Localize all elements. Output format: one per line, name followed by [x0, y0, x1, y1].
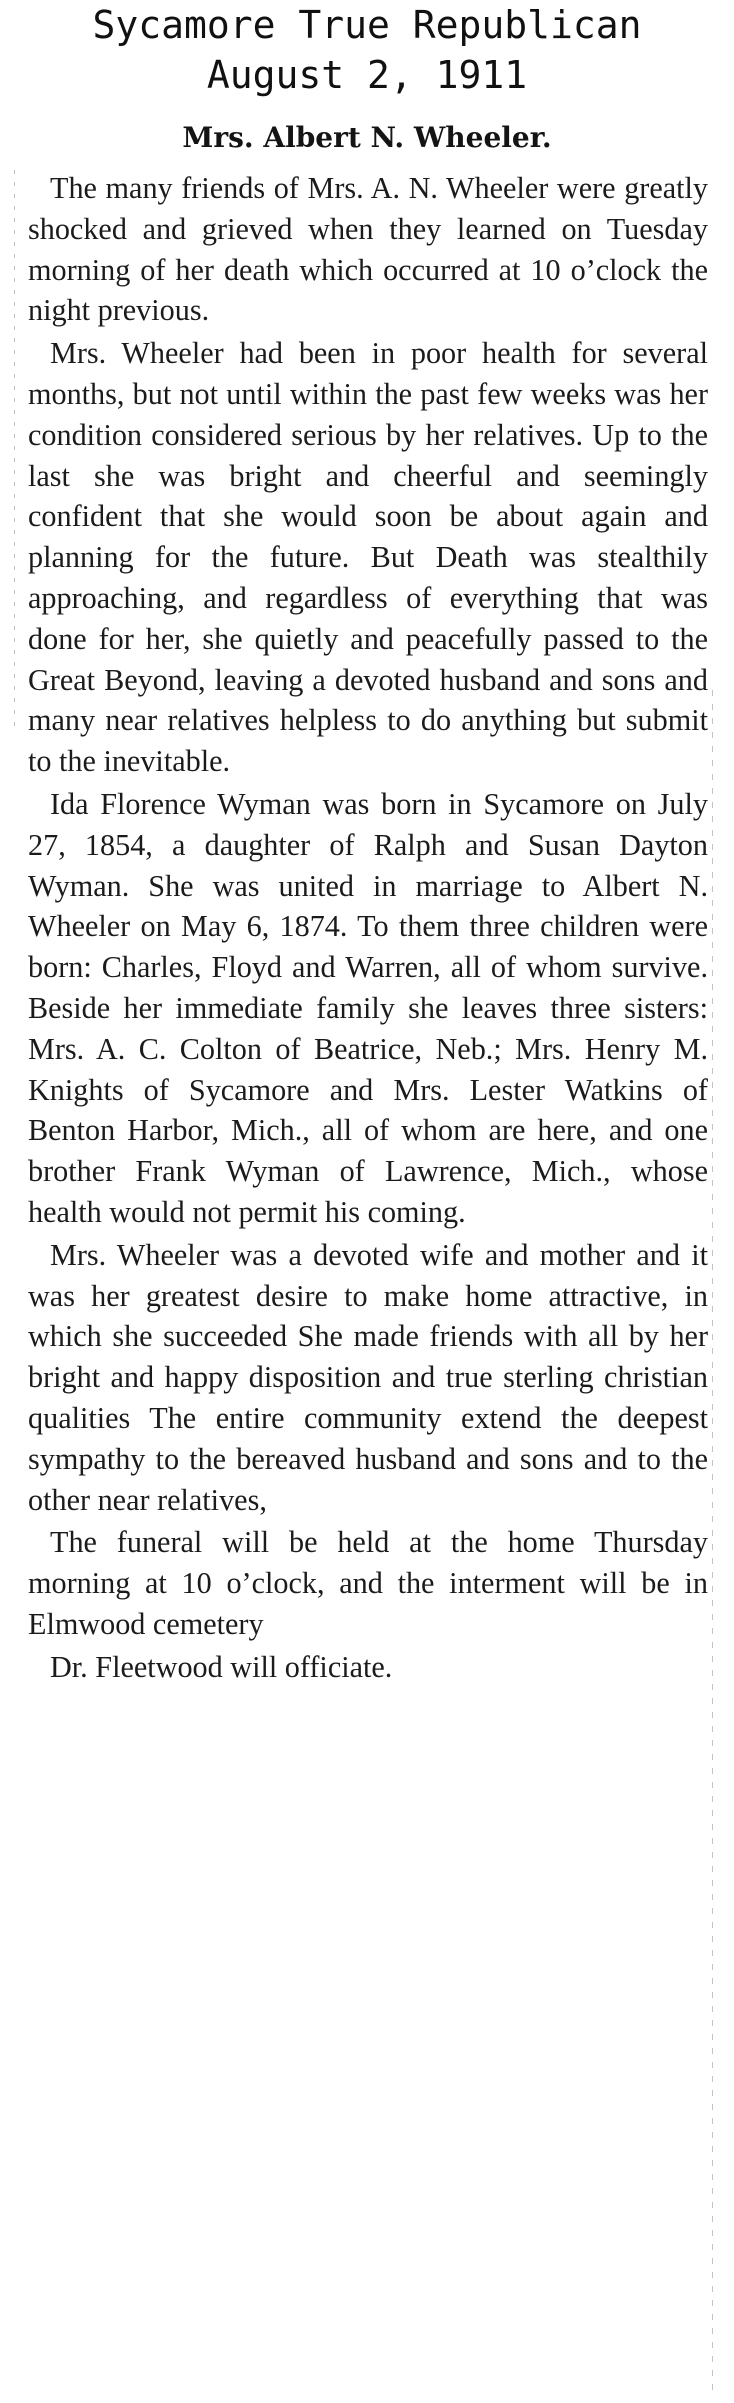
paragraph-3: Ida Florence Wyman was born in Sycamore on July 27, 1854, a daughter of Ralph and Susan Dayton Wyman. She was united in marriage to Albert N. Wheeler on May 6, 1874. To them three children were born: Charles, Floyd and Warren, all of whom survive. Beside her immediate family she leaves three sisters: Mrs. A. C. Colton of Beatrice, Neb.; Mrs. Henry M. Knights of Sycamore and Mrs. Lester Watkins of Benton Harbor, Mich., all of whom are here, and one brother Frank Wyman of Lawrence, Mich., whose health would not permit his coming.	[28, 786, 708, 1229]
paragraph-5: The funeral will be held at the home Thursday morning at 10 o’clock, and the interment will be in Elmwood cemetery	[28, 1525, 708, 1641]
masthead	[0, 0, 734, 100]
article-title: Mrs. Albert N. Wheeler.	[182, 121, 552, 154]
paragraph-4: Mrs. Wheeler was a devoted wife and mother and it was her greatest desire to make home attractive, in which she succeeded She made friends with all by her bright and happy disposition and true sterling christian qualities The entire community extend the deepest sympathy to the bereaved husband and sons and to the other near relatives,	[28, 1237, 708, 1517]
paragraph-1: The many friends of Mrs. A. N. Wheeler were greatly shocked and grieved when they learned on Tuesday morning of her death which occurred at 10 o’clock the night previous.	[28, 171, 708, 328]
article-body	[28, 168, 708, 1687]
publication-name: Sycamore True Republican	[92, 3, 642, 47]
paragraph-2: Mrs. Wheeler had been in poor health for several months, but not until within the past few weeks was her condition considered serious by her relatives. Up to the last she was bright and cheerful and seemingly confident that she would soon be about again and planning for the future. But Death was stealthily approaching, and regardless of everything that was done for her, she quietly and peacefully passed to the Great Beyond, leaving a devoted husband and sons and many near relatives helpless to do anything but submit to the inevitable.	[28, 336, 708, 779]
publication-date: August 2, 1911	[206, 53, 528, 97]
right-column-rule	[712, 690, 713, 2390]
paragraph-6: Dr. Fleetwood will officiate.	[50, 1649, 393, 1684]
left-column-rule	[14, 170, 15, 730]
